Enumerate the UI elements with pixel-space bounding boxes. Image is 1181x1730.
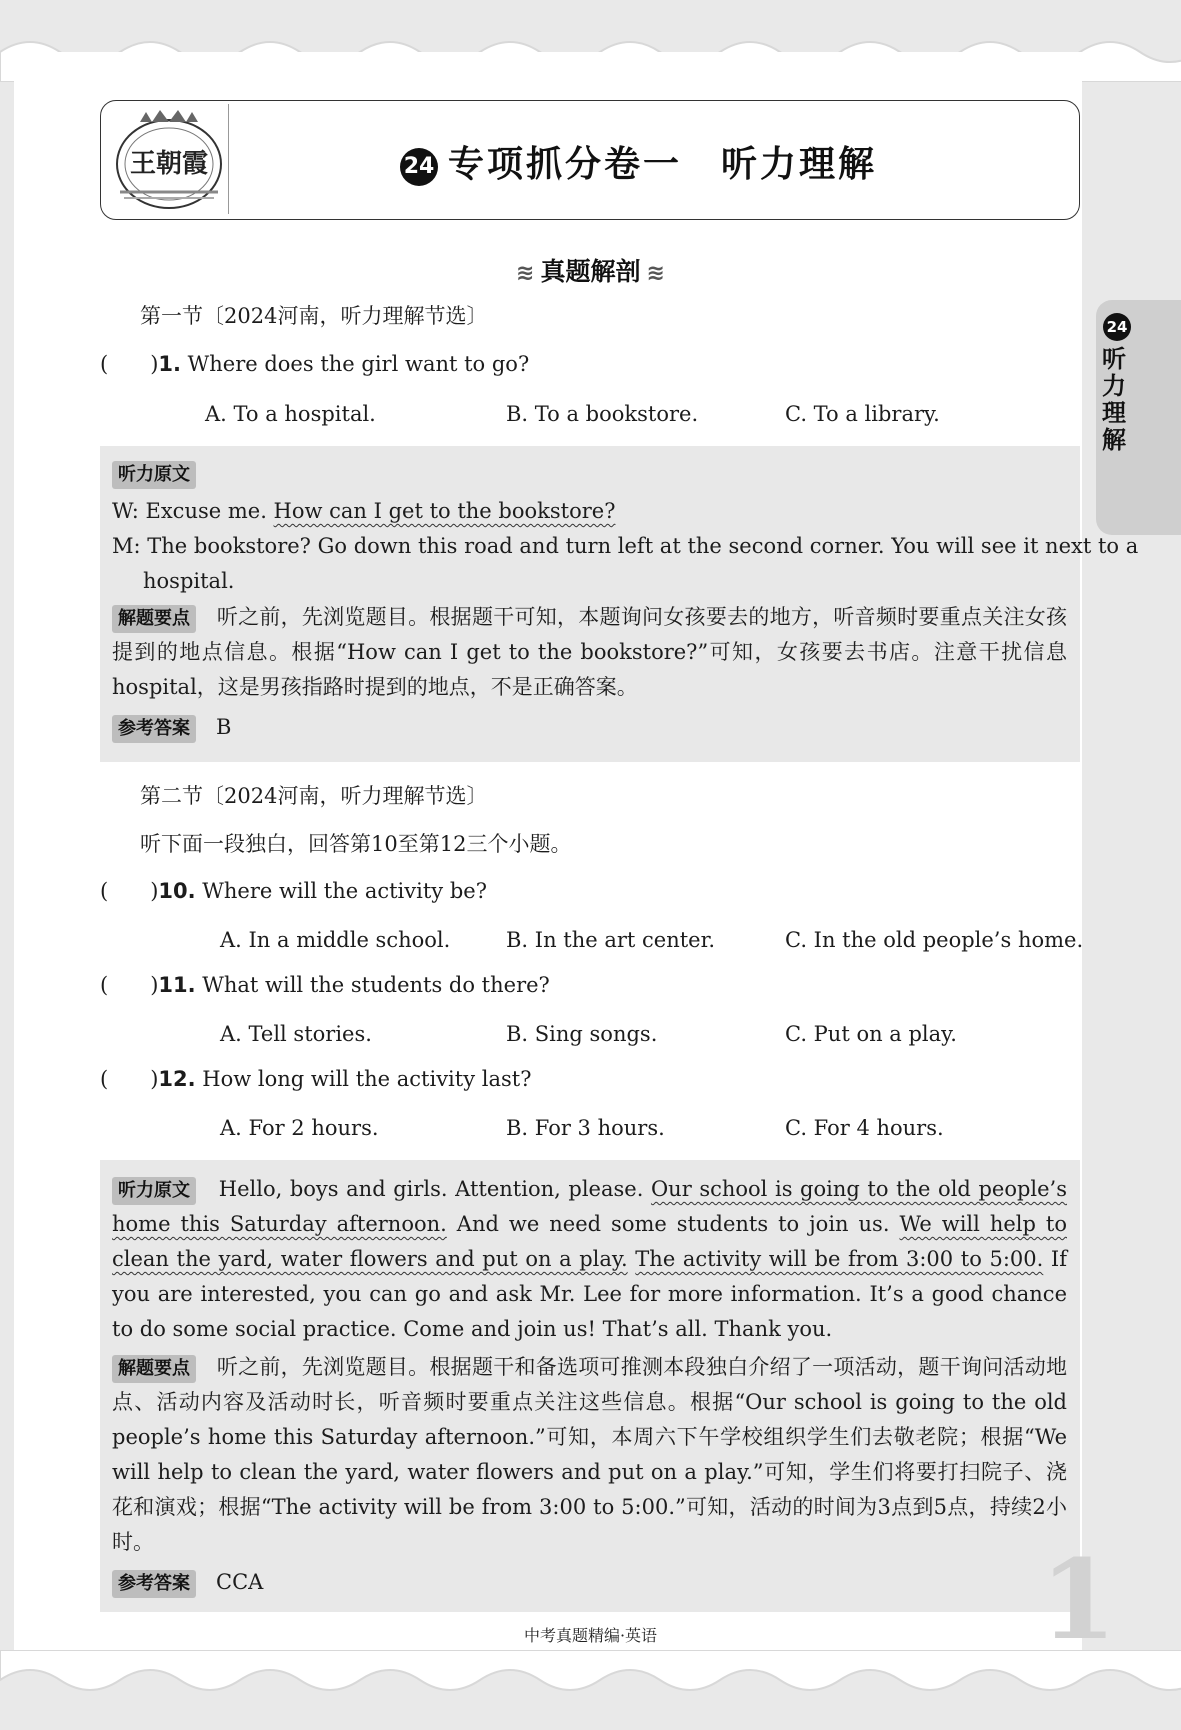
logo-seal <box>110 106 228 214</box>
answer-tag: 参考答案 <box>112 715 196 743</box>
section-heading-text: 真题解剖 <box>540 257 641 286</box>
option-a: A. To a hospital. <box>205 402 376 426</box>
solution-points <box>112 1350 1067 1560</box>
answer-blank[interactable]: ( ) <box>100 973 159 997</box>
part1-heading: 第一节〔2024河南，听力理解节选〕 <box>140 304 488 328</box>
key-sentence: The activity will be from 3:00 to 5:00. <box>635 1247 1044 1271</box>
script-tag: 听力原文 <box>112 1177 196 1205</box>
points-tag: 解题要点 <box>112 1355 196 1383</box>
option-a: A. In a middle school. <box>220 928 451 952</box>
answer-blank[interactable]: ( ) <box>100 352 159 376</box>
unit-number-badge: 24 <box>400 148 438 186</box>
script-line-m-cont: hospital. <box>143 569 235 593</box>
option-b: B. In the art center. <box>506 928 716 952</box>
wave-right-icon: ≋ <box>646 261 665 286</box>
question-stem: Where does the girl want to go? <box>187 352 530 376</box>
option-c: C. To a library. <box>785 402 940 426</box>
script-tag: 听力原文 <box>112 459 196 489</box>
script-line-w: W: Excuse me. How can I get to the bookstore? <box>112 499 616 523</box>
answer-blank[interactable]: ( ) <box>100 1067 159 1091</box>
option-b: B. To a bookstore. <box>506 402 699 426</box>
question-number: 1. <box>158 352 181 376</box>
option-b: B. For 3 hours. <box>506 1116 665 1140</box>
question-number: 11. <box>158 973 196 997</box>
points-text: 听之前，先浏览题目。根据题干和备选项可推测本段独白介绍了一项活动，题干询问活动地点、活动内容及活动时长，听音频时要重点关注这些信息。根据“Our school is going to the old people’s home this Saturday afternoon.”可知，本周六下午学校组织学生们去敬老院；根据“We will help to clean the yard, water flowers and put on a play.”可知，学生们将要打扫院子、浇花和演戏；根据“The activity will be from 3:00 to 5:00.”可知，活动的时间为3点到5点，持续2小时。 <box>112 1355 1067 1554</box>
answer-row <box>112 1568 263 1598</box>
answer-tag: 参考答案 <box>112 1570 196 1598</box>
points-text: 听之前，先浏览题目。根据题干可知，本题询问女孩要去的地方，听音频时要重点关注女孩提到的地点信息。根据“How can I get to the bookstore?”可知，女孩要去书店。注意干扰信息hospital，这是男孩指路时提到的地点，不是正确答案。 <box>112 605 1067 699</box>
question-10 <box>100 877 487 905</box>
script-paragraph: 听力原文 Hello, boys and girls. Attention, please. Our school is going to the old people’s home this Saturday afternoon. And we need some students to join us. We will help to clean the yard, water flowers and put on a play. The activity will be from 3:00 to 5:00. If you are interested, you can go and ask Mr. Lee for more information. It’s a good chance to do some social practice. Come and join us! That’s all. Thank you. <box>112 1177 1067 1341</box>
key-sentence: How can I get to the bookstore? <box>273 499 616 523</box>
question-1 <box>100 350 529 378</box>
option-a: A. For 2 hours. <box>220 1116 379 1140</box>
script-line-m: M: The bookstore? Go down this road and turn left at the second corner. You will see it next to a <box>112 534 1139 558</box>
answer-value: CCA <box>216 1570 264 1594</box>
wave-left-icon: ≋ <box>516 261 535 286</box>
answer-value: B <box>216 715 232 739</box>
option-c: C. For 4 hours. <box>785 1116 944 1140</box>
question-11 <box>100 971 550 999</box>
question-number: 12. <box>158 1067 196 1091</box>
page-number: 1 <box>1040 1535 1117 1664</box>
question-stem: Where will the activity be? <box>202 879 487 903</box>
key-sentence: Our school is going to the old people’s home this Saturday afternoon. <box>112 1177 1067 1236</box>
option-c: C. Put on a play. <box>785 1022 957 1046</box>
option-b: B. Sing songs. <box>506 1022 658 1046</box>
answer-blank[interactable]: ( ) <box>100 879 159 903</box>
question-12 <box>100 1065 531 1093</box>
question-number: 10. <box>158 879 196 903</box>
answer-row <box>112 713 231 743</box>
header-divider <box>228 104 229 214</box>
part2-intro: 听下面一段独白，回答第10至第12三个小题。 <box>140 832 572 856</box>
part2-heading: 第二节〔2024河南，听力理解节选〕 <box>140 784 488 808</box>
page-border-bottom <box>0 1650 1181 1710</box>
key-sentence: We will help to clean the yard, water flowers and put on a play. <box>112 1212 1067 1271</box>
section-heading <box>0 252 1181 288</box>
page-title <box>400 136 877 187</box>
option-c: C. In the old people’s home. <box>785 928 1084 952</box>
page-title-text: 专项抓分卷一 听力理解 <box>448 144 878 185</box>
points-tag: 解题要点 <box>112 605 196 633</box>
option-a: A. Tell stories. <box>220 1022 372 1046</box>
footer-text: 中考真题精编·英语 <box>523 1626 658 1645</box>
side-tab-number: 24 <box>1103 313 1131 341</box>
svg-text:王朝霞: 王朝霞 <box>129 149 209 179</box>
question-stem: How long will the activity last? <box>202 1067 532 1091</box>
solution-points <box>112 600 1067 705</box>
question-stem: What will the students do there? <box>202 973 550 997</box>
side-tab-label: 听力理解 <box>1102 345 1126 454</box>
